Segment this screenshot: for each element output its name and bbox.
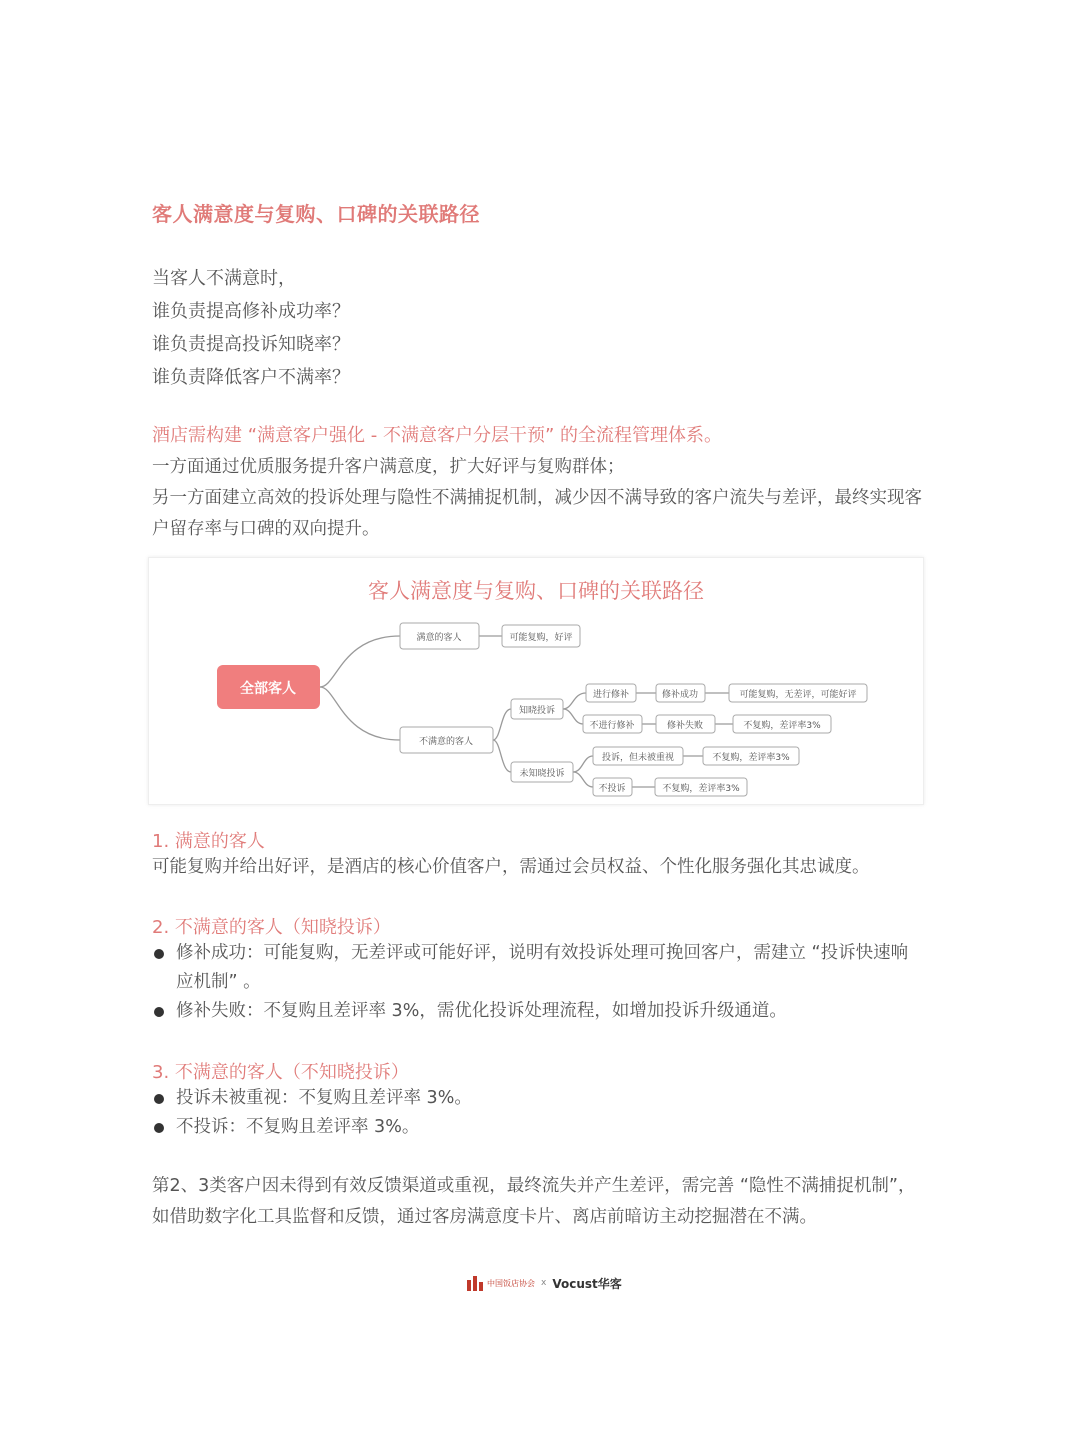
no-complaint-result-label: 不复购，差评率3% [662,784,740,794]
connector-root-satisfied [320,636,400,687]
connector-root-unsatisfied [320,687,400,740]
bullet-icon [154,1094,164,1104]
list-item [152,939,922,997]
footer-logos [466,1273,622,1293]
footer-brand: Vocust华客 [552,1276,622,1291]
connector-aware-norepair [563,709,583,724]
bullet-icon [154,1007,164,1017]
closing-paragraph: 第2、3类客户因未得到有效反馈渠道或重视，最终流失并产生差评，需完善 “隐性不满捕捉机制”，如借助数字化工具监督和反馈，通过客房满意度卡片、离店前暗访主动挖掘潜在不满。 [152,1176,916,1227]
repair-fail-label: 修补失败 [666,721,704,731]
body-paragraph [152,452,922,545]
mind-map-diagram [148,557,924,805]
list-item-text: 修补成功：可能复购，无差评或可能好评，说明有效投诉处理可挽回客户，需建立 “投诉快速响应机制” 。 [176,943,909,992]
unaware-node-label: 未知晓投诉 [519,769,565,779]
section-3-heading: 3. 不满意的客人（不知晓投诉） [152,1062,409,1083]
repair-node-label: 进行修补 [592,690,630,700]
intro-line: 谁负责提高投诉知晓率？ [152,334,350,355]
root-node-label: 全部客人 [240,681,296,697]
footer-org-name: 中国饭店协会 [487,1278,535,1288]
section-2-heading: 2. 不满意的客人（知晓投诉） [152,917,391,938]
satisfied-node-label: 满意的客人 [416,633,462,643]
highlight-statement: 酒店需构建 “满意客户强化 - 不满意客户分层干预” 的全流程管理体系。 [152,425,723,446]
repair-success-label: 修补成功 [661,690,699,700]
section-3-list [152,1084,922,1142]
list-item [152,997,922,1026]
list-item [152,1113,922,1142]
section-1-heading: 1. 满意的客人 [152,831,265,852]
list-item-text: 投诉未被重视：不复购且差评率 3%。 [176,1088,472,1108]
list-item-text: 修补失败：不复购且差评率 3%，需优化投诉处理流程，如增加投诉升级通道。 [176,1001,787,1021]
diagram-title: 客人满意度与复购、口碑的关联路径 [368,579,704,603]
section-1-text: 可能复购并给出好评，是酒店的核心价值客户，需通过会员权益、个性化服务强化其忠诚度。 [152,857,870,877]
aware-node-label: 知晓投诉 [518,706,556,716]
connector-unsatisfied-unaware [493,740,511,772]
success-result-label: 可能复购，无差评，可能好评 [739,690,857,700]
connector-unaware-none [573,772,593,787]
intro-line: 谁负责降低客户不满率？ [152,367,350,388]
paragraph-line: 一方面通过优质服务提升客户满意度，扩大好评与复购群体； [152,457,625,477]
footer-separator: x [541,1278,547,1288]
norepair-node-label: 不进行修补 [589,721,635,731]
unsatisfied-node-label: 不满意的客人 [418,737,474,747]
bullet-icon [154,949,164,959]
connector-unsatisfied-aware [493,709,511,740]
bullet-icon [154,1123,164,1133]
section-2-list [152,939,922,1026]
page-title: 客人满意度与复购、口碑的关联路径 [152,202,480,226]
intro-questions [152,262,350,394]
paragraph-line: 另一方面建立高效的投诉处理与隐性不满捕捉机制，减少因不满导致的客户流失与差评，最终实现客户留存率与口碑的双向提升。 [152,488,922,539]
ignored-result-label: 不复购，差评率3% [712,753,790,763]
ignored-node-label: 投诉，但未被重视 [601,753,675,763]
intro-line: 谁负责提高修补成功率？ [152,301,350,322]
connector-unaware-ignored [573,756,593,772]
connector-aware-repair [563,693,586,709]
list-item-text: 不投诉：不复购且差评率 3%。 [176,1117,420,1137]
fail-result-label: 不复购，差评率3% [743,721,821,731]
hotel-association-logo-icon [466,1274,484,1292]
no-complaint-label: 不投诉 [598,784,626,794]
intro-line: 当客人不满意时， [152,268,296,289]
satisfied-result-label: 可能复购，好评 [509,633,573,643]
list-item [152,1084,922,1113]
